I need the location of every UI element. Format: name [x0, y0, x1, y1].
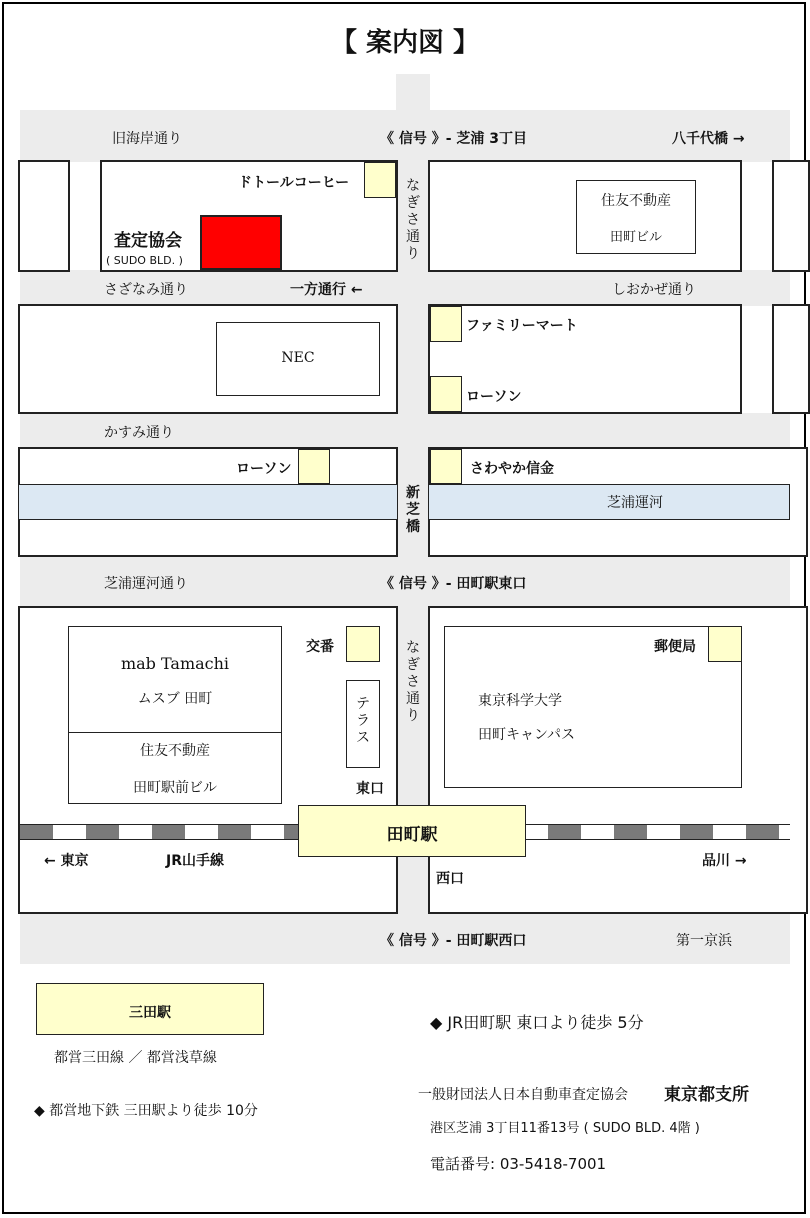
- label-yachiyo: 八千代橋 →: [672, 131, 745, 147]
- label-sazanami: さざなみ通り: [104, 282, 188, 298]
- label-nagisa-top: なぎさ通り: [406, 178, 420, 262]
- label-lawson1: ローソン: [466, 389, 522, 405]
- label-daiichi-keihin: 第一京浜: [676, 933, 732, 949]
- label-sumitomo2: 住友不動産: [140, 743, 210, 759]
- label-nec: NEC: [281, 350, 315, 366]
- label-koban: 交番: [306, 639, 334, 655]
- label-oneway: 一方通行 ←: [290, 282, 363, 298]
- block-right-top: [772, 160, 810, 272]
- label-familymart: ファミリーマート: [466, 318, 578, 334]
- bridge-shinshibabashi: 新芝橋: [406, 485, 420, 535]
- label-tokyo: ← 東京: [44, 853, 89, 869]
- canal-label: 芝浦運河: [607, 495, 663, 511]
- label-tamachi-bld: 田町ビル: [609, 230, 662, 245]
- label-subway-access: ◆ 都営地下鉄 三田駅より徒歩 10分: [34, 1103, 258, 1119]
- label-lawson2: ローソン: [236, 461, 292, 477]
- sawayaka-marker: [430, 449, 462, 484]
- label-signal-top: 《 信号 》- 芝浦 3丁目: [380, 131, 528, 147]
- label-shibaura-canal-road: 芝浦運河通り: [104, 576, 188, 592]
- yubinkyoku-marker: [708, 626, 742, 662]
- label-sudo-bld: ( SUDO BLD. ): [106, 254, 183, 267]
- label-mita-station: 三田駅: [129, 1005, 171, 1021]
- label-signal-bottom: 《 信号 》- 田町駅西口: [380, 933, 527, 949]
- satei-marker: [200, 215, 282, 270]
- canal-left: [18, 484, 398, 520]
- label-tokyo-kagaku: 東京科学大学: [478, 693, 562, 709]
- label-yubinkyoku: 郵便局: [654, 639, 696, 655]
- label-east-exit: 東口: [356, 781, 384, 797]
- block-right-mid: [772, 304, 810, 414]
- label-nagisa-bottom: なぎさ通り: [406, 640, 420, 724]
- block-left-top: [18, 160, 70, 272]
- lawson1-marker: [430, 376, 462, 412]
- page-title: 【 案内図 】: [330, 28, 480, 58]
- label-tamachi-campus: 田町キャンパス: [478, 727, 576, 743]
- doutor-marker: [364, 162, 396, 198]
- label-jr-access: ◆ JR田町駅 東口より徒歩 5分: [430, 1013, 644, 1032]
- label-phone: 電話番号: 03-5418-7001: [430, 1155, 607, 1173]
- label-shinagawa: 品川 →: [702, 853, 747, 869]
- label-branch: 東京都支所: [664, 1085, 749, 1105]
- label-shiokaze: しおかぜ通り: [612, 282, 696, 298]
- label-mab: mab Tamachi: [120, 654, 230, 673]
- familymart-marker: [430, 306, 462, 342]
- label-address: 港区芝浦 3丁目11番13号 ( SUDO BLD. 4階 ): [430, 1121, 700, 1136]
- label-mita-lines: 都営三田線 ／ 都営浅草線: [54, 1050, 217, 1066]
- lawson2-marker: [298, 449, 330, 484]
- label-kasumi: かすみ通り: [104, 425, 174, 441]
- label-west-exit: 西口: [436, 871, 464, 887]
- label-terrace: テラス: [356, 696, 370, 746]
- label-org-name: 一般財団法人日本自動車査定協会: [418, 1087, 628, 1103]
- label-tamachi-station: 田町駅: [386, 825, 438, 845]
- mab-building: [68, 626, 282, 734]
- label-musubu: ムスブ 田町: [137, 691, 213, 707]
- label-sawayaka: さわやか信金: [470, 461, 554, 477]
- label-doutor: ドトールコーヒー: [238, 175, 350, 191]
- label-kyukaigan: 旧海岸通り: [112, 131, 182, 147]
- label-signal-mid: 《 信号 》- 田町駅東口: [380, 576, 527, 592]
- label-satei: 査定協会: [114, 231, 182, 251]
- label-sumitomo1: 住友不動産: [601, 193, 671, 209]
- koban-marker: [346, 626, 380, 662]
- label-tamachi-ekimae: 田町駅前ビル: [133, 780, 217, 796]
- label-yamanote: JR山手線: [166, 853, 224, 869]
